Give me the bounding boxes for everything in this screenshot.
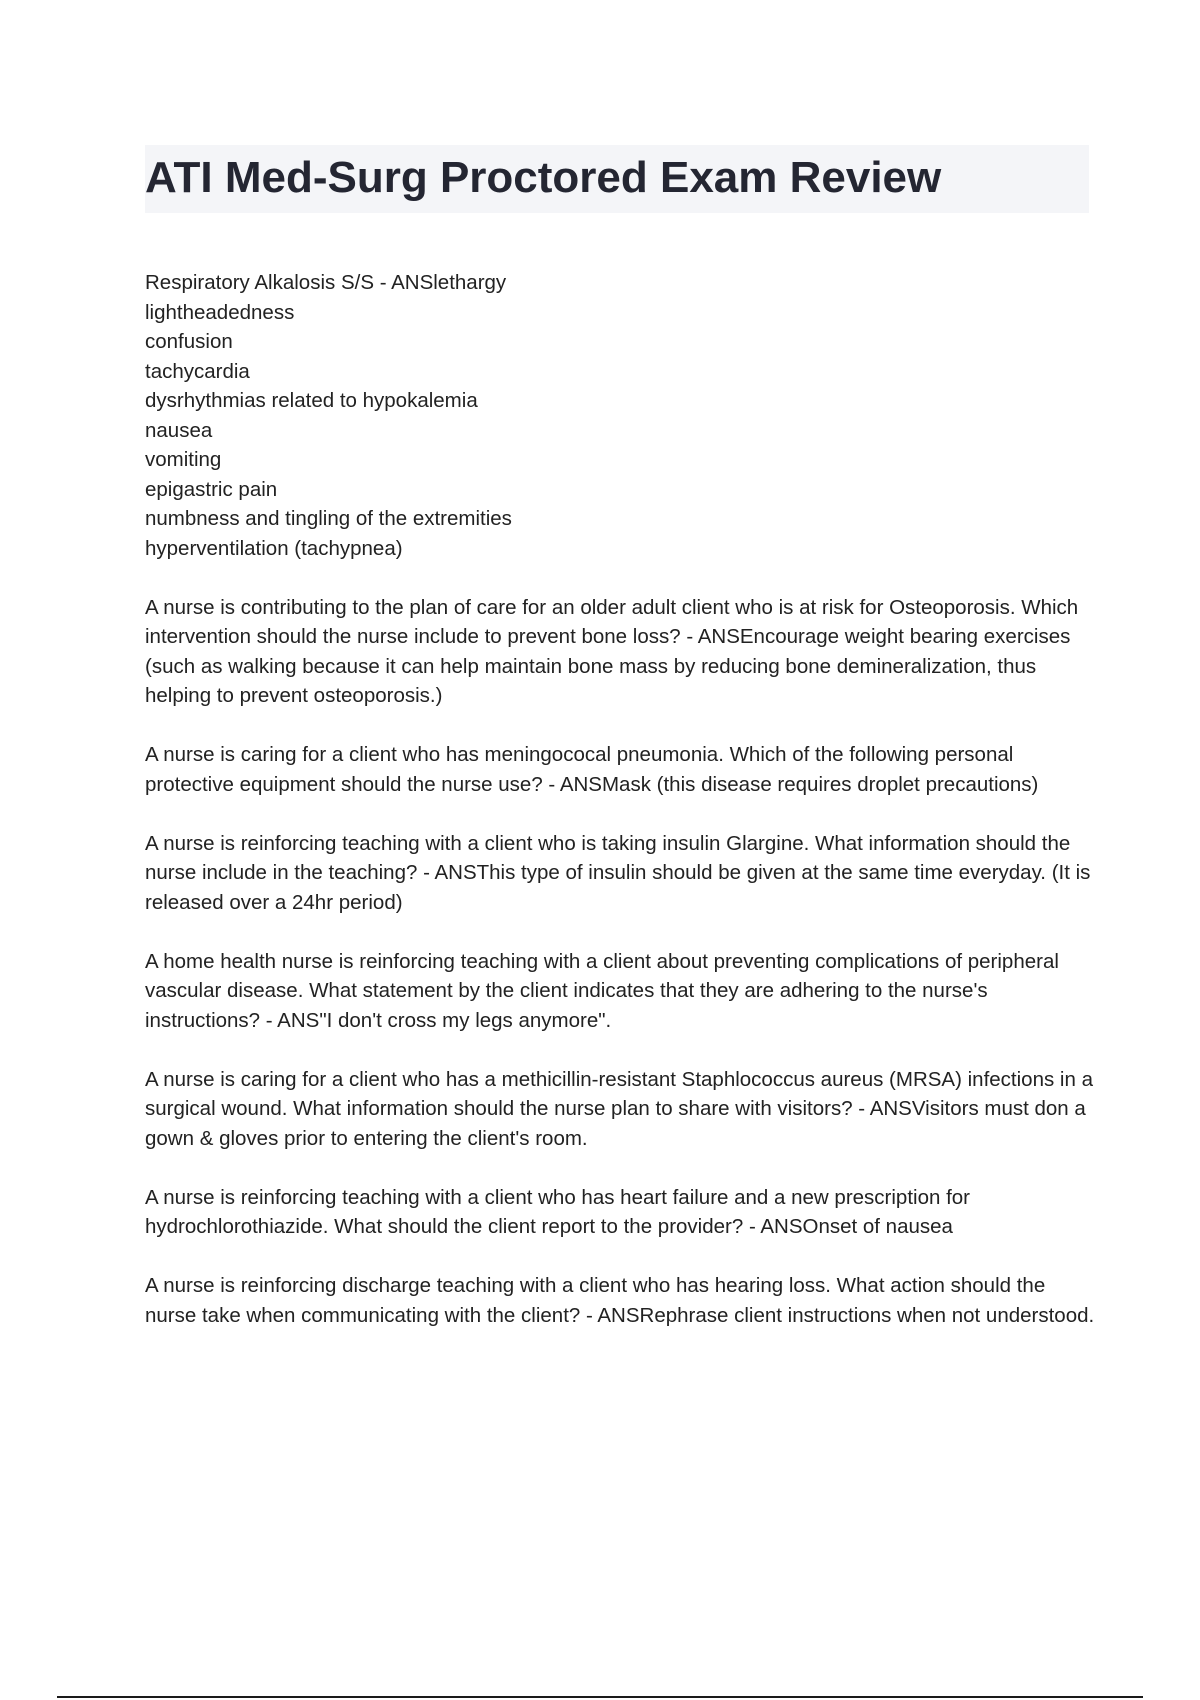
- first-entry-line: vomiting: [145, 448, 222, 471]
- qa-item: [145, 1183, 1095, 1242]
- first-entry-line: dysrhythmias related to hypokalemia: [145, 389, 478, 412]
- qa-answer: ANSThis type of insulin should be given at the same time everyday. (It is released over a 24hr period): [145, 861, 1091, 914]
- document-title: ATI Med-Surg Proctored Exam Review: [145, 153, 942, 202]
- qa-question: A nurse is caring for a client who has meningococal pneumonia. Which of the following personal protective equipment should the nurse use? -: [145, 743, 1014, 796]
- qa-question: A home health nurse is reinforcing teaching with a client about preventing complications of peripheral vascular disease. What statement by the client indicates that they are adhering to the nurse's instructions? -: [145, 949, 1059, 1032]
- qa-question: A nurse is reinforcing teaching with a client who has heart failure and a new prescription for hydrochlorothiazide. What should the client report to the provider? -: [145, 1185, 971, 1238]
- qa-answer: ANSOnset of nausea: [760, 1215, 953, 1238]
- qa-answer: ANSVisitors must don a gown & gloves prior to entering the client's room.: [145, 1097, 1086, 1150]
- qa-item: [145, 740, 1095, 799]
- qa-item: [145, 1065, 1095, 1154]
- qa-item: [145, 593, 1095, 711]
- qa-answer: ANS"I don't cross my legs anymore".: [277, 1008, 612, 1032]
- qa-answer: ANSMask (this disease requires droplet precautions): [559, 772, 1039, 796]
- first-entry-line: Respiratory Alkalosis S/S - ANSlethargy: [145, 271, 507, 294]
- first-entry: [145, 268, 1095, 563]
- first-entry-line: lightheadedness: [145, 300, 295, 324]
- first-entry-line: hyperventilation (tachypnea): [145, 536, 403, 560]
- qa-answer: ANSEncourage weight bearing exercises (such as walking because it can help maintain bone mass by reducing bone demineralization, thus helping to prevent osteoporosis.): [145, 625, 1071, 707]
- qa-question: A nurse is reinforcing discharge teaching with a client who has hearing loss. What action should the nurse take when communicating with the client? -: [145, 1274, 1046, 1327]
- first-entry-line: confusion: [145, 330, 233, 353]
- footer-divider: [57, 1696, 1143, 1698]
- first-entry-line: nausea: [145, 418, 213, 442]
- first-entry-line: epigastric pain: [145, 477, 278, 501]
- first-entry-line: tachycardia: [145, 359, 250, 383]
- qa-question: A nurse is caring for a client who has a methicillin-resistant Staphlococcus aureus (MRSA) infections in a surgical wound. What information should the nurse plan to share with visitors? -: [145, 1067, 1093, 1120]
- title-band: [145, 145, 1089, 213]
- qa-question: A nurse is contributing to the plan of care for an older adult client who is at risk for Osteoporosis. Which intervention should the nurse include to prevent bone loss? -: [145, 595, 1079, 648]
- qa-item: [145, 947, 1095, 1036]
- qa-item: [145, 1271, 1095, 1330]
- qa-item: [145, 829, 1095, 918]
- qa-question: A nurse is reinforcing teaching with a client who is taking insulin Glargine. What information should the nurse include in the teaching? -: [145, 831, 1071, 884]
- document-body: [145, 268, 1095, 1330]
- qa-answer: ANSRephrase client instructions when not understood.: [597, 1303, 1095, 1327]
- first-entry-line: numbness and tingling of the extremities: [145, 507, 512, 530]
